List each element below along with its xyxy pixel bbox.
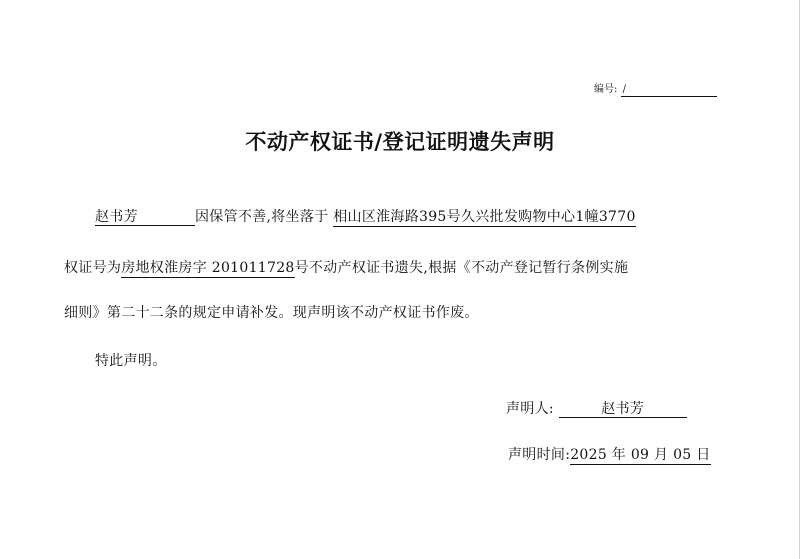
document-title: 不动产权证书/登记证明遗失声明: [245, 130, 555, 154]
declarant-label: 声明人:: [506, 401, 554, 417]
date-label: 声明时间:: [508, 447, 571, 463]
serial-label: 编号:: [594, 84, 618, 95]
closing-statement: 特此声明。: [95, 353, 167, 369]
body-line-2: [64, 257, 628, 277]
line2-text-2: 号不动产权证书遗失,根据《不动产登记暂行条例实施: [294, 260, 629, 276]
line2-text-1: 权证号为: [64, 260, 122, 276]
serial-value: /: [621, 83, 717, 97]
property-address: 相山区淮海路395号久兴批发购物中心1幢3770: [333, 209, 636, 225]
line1-text: 因保管不善,将坐落于: [195, 209, 329, 225]
certificate-number: 房地权淮房字 201011728: [121, 260, 295, 276]
body-line-1: [95, 206, 636, 226]
body-line-3: 细则》第二十二条的规定申请补发。现声明该不动产权证书作废。: [64, 305, 479, 321]
declarant-row: [506, 398, 687, 418]
date-value: 2025 年 09 月 05 日: [570, 447, 711, 463]
date-row: [508, 444, 711, 464]
declarant-name: 赵书芳: [559, 401, 687, 418]
owner-name: 赵书芳: [95, 209, 195, 226]
serial-number: [594, 80, 717, 97]
